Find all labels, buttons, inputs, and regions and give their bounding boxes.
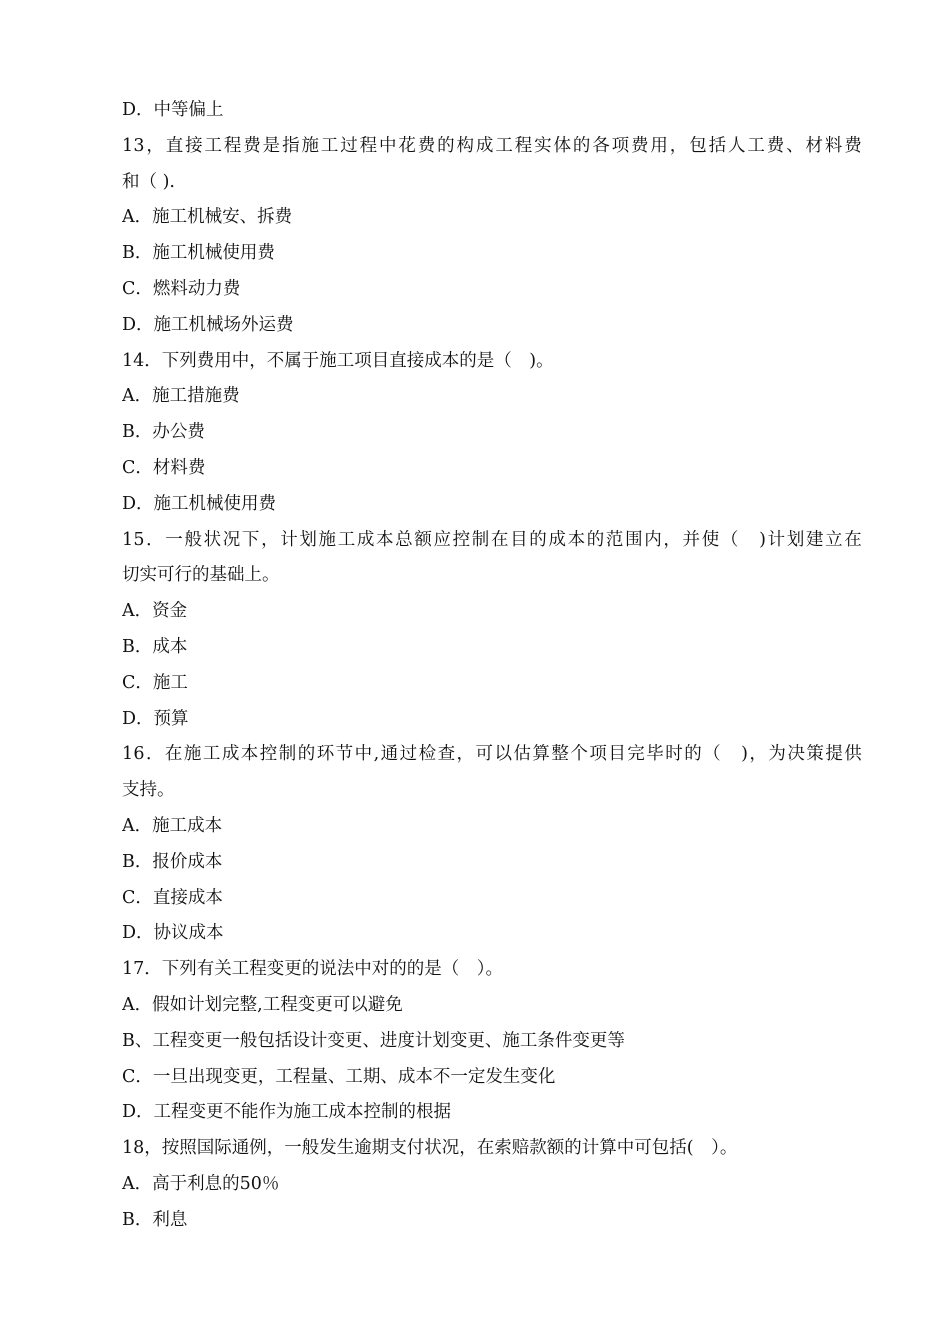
option-17-b: B、工程变更一般包括设计变更、进度计划变更、施工条件变更等	[122, 1030, 625, 1051]
option-13-c: C．燃料动力费	[122, 278, 241, 299]
question-15-text: 15．一般状况下，计划施工成本总额应控制在目的成本的范围内，并使（ )计划建立在	[122, 529, 862, 550]
option-14-c: C．材料费	[122, 457, 206, 478]
option-13-a: A．施工机械安、拆费	[122, 207, 293, 228]
question-18-text: 18，按照国际通例，一般发生逾期支付状况，在索赔款额的计算中可包括( ）。	[122, 1138, 738, 1159]
question-13-text-end: 和（ ).	[122, 171, 175, 192]
option-15-d: D．预算	[122, 708, 189, 729]
option-13-d: D．施工机械场外运费	[122, 314, 294, 335]
question-13-text: 13，直接工程费是指施工过程中花费的构成工程实体的各项费用，包括人工费、材料费	[122, 135, 862, 156]
option-18-a: A．高于利息的50％	[122, 1173, 280, 1194]
option-17-d: D．工程变更不能作为施工成本控制的根据	[122, 1102, 452, 1123]
question-16-text: 16．在施工成本控制的环节中,通过检查，可以估算整个项目完毕时的（ )，为决策提供	[122, 744, 862, 765]
option-14-d: D．施工机械使用费	[122, 493, 277, 514]
question-15-text-end: 切实可行的基础上。	[122, 565, 280, 586]
option-14-a: A．施工措施费	[122, 386, 240, 407]
option-15-a: A．资金	[122, 601, 188, 622]
option-18-b: B．利息	[122, 1209, 188, 1230]
option-16-a: A．施工成本	[122, 815, 223, 836]
option-12-d: D．中等偏上	[122, 100, 224, 120]
question-17-text: 17．下列有关工程变更的说法中对的的是（ ）。	[122, 959, 504, 980]
option-13-b: B．施工机械使用费	[122, 243, 275, 264]
option-16-d: D．协议成本	[122, 923, 224, 944]
option-17-a: A．假如计划完整,工程变更可以避免	[122, 994, 403, 1015]
option-16-c: C．直接成本	[122, 887, 223, 908]
option-16-b: B．报价成本	[122, 851, 223, 872]
option-15-c: C．施工	[122, 672, 188, 693]
question-16-text-end: 支持。	[122, 780, 175, 801]
option-17-c: C．一旦出现变更，工程量、工期、成本不一定发生变化	[122, 1066, 556, 1087]
option-14-b: B．办公费	[122, 422, 205, 443]
option-15-b: B．成本	[122, 636, 188, 657]
question-14-text: 14．下列费用中，不属于施工项目直接成本的是（ )。	[122, 350, 554, 371]
document-body	[122, 93, 862, 1239]
